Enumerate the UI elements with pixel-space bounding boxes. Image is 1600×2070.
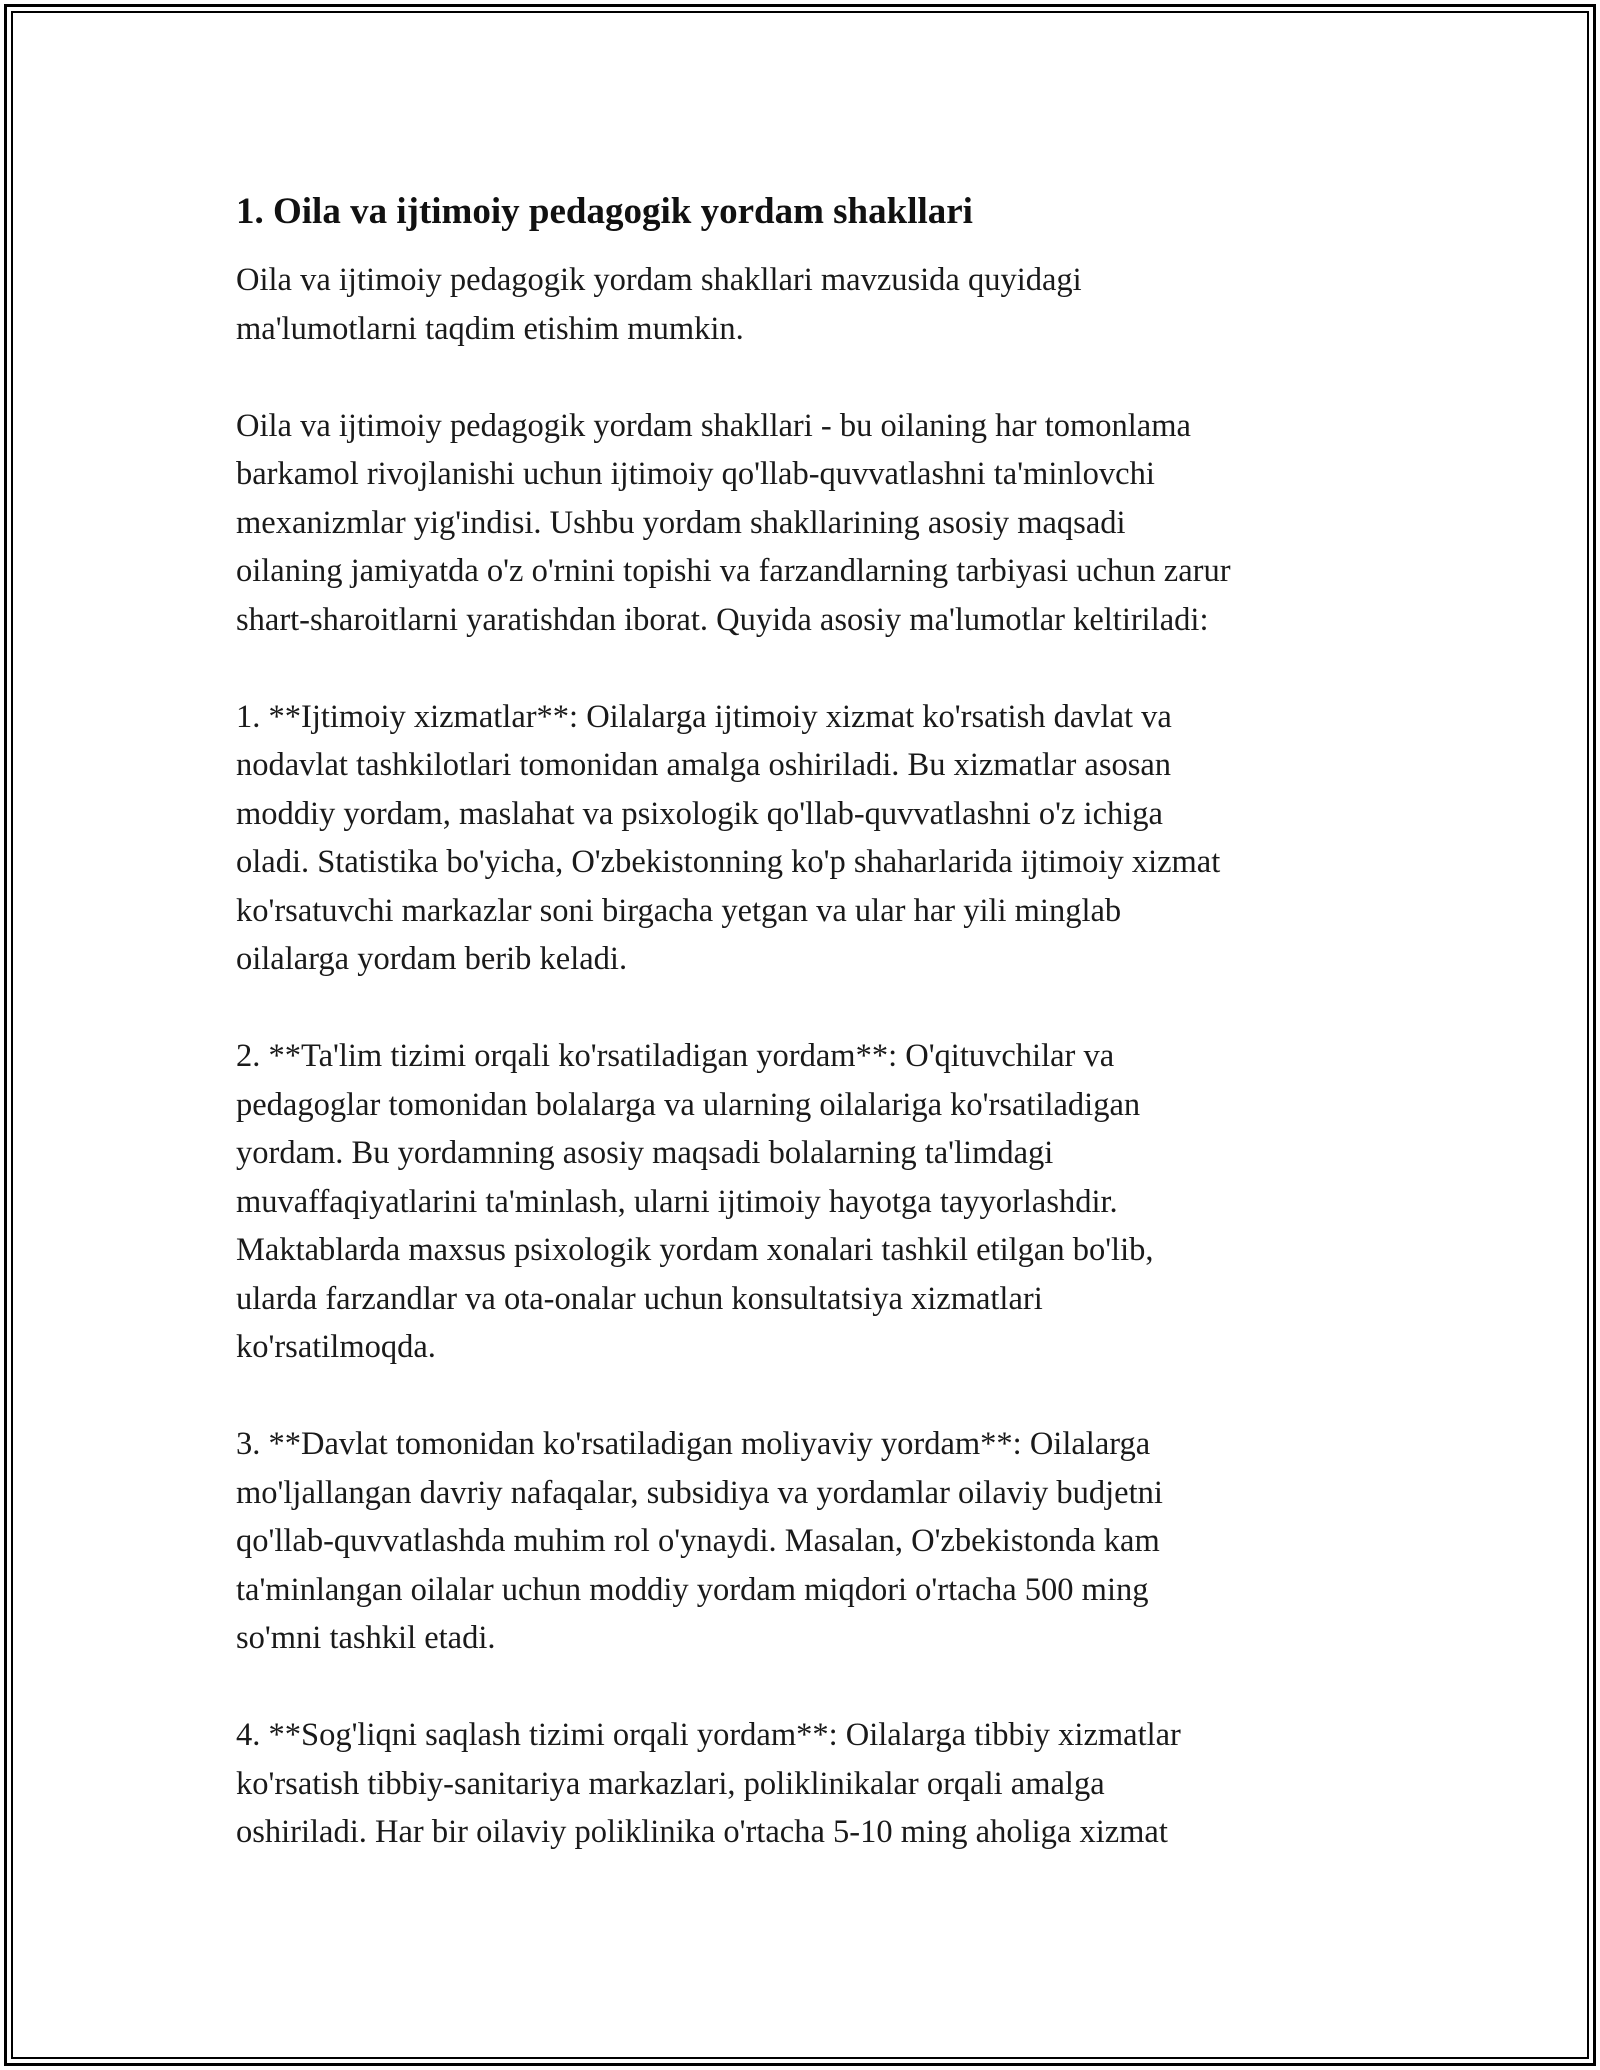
text-line: ma'lumotlarni taqdim etishim mumkin. [236, 310, 744, 347]
text-line: yordam. Bu yordamning asosiy maqsadi bolalarning ta'limdagi [236, 1135, 1054, 1171]
text-line: oilalarga yordam berib keladi. [236, 941, 628, 977]
document-content [236, 188, 1416, 1857]
text-line: ta'minlangan oilalar uchun moddiy yordam miqdori o'rtacha 500 ming [236, 1571, 1149, 1608]
text-line: oshiriladi. Har bir oilaviy poliklinika o'rtacha 5-10 ming aholiga xizmat [236, 1814, 1168, 1850]
paragraph [236, 693, 1416, 984]
text-line: Maktablarda maxsus psixologik yordam xonalari tashkil etilgan bo'lib, [236, 1232, 1154, 1268]
text-line: muvaffaqiyatlarini ta'minlash, ularni ijtimoiy hayotga tayyorlashdir. [236, 1183, 1118, 1220]
paragraph [236, 1420, 1416, 1663]
text-line: pedagoglar tomonidan bolalarga va ularning oilalariga ko'rsatiladigan [236, 1086, 1141, 1123]
text-line: ko'rsatuvchi markazlar soni birgacha yetgan va ular har yili minglab [236, 892, 1122, 929]
text-line: 4. **Sog'liqni saqlash tizimi orqali yordam**: Oilalarga tibbiy xizmatlar [236, 1717, 1181, 1753]
text-line: nodavlat tashkilotlari tomonidan amalga oshiriladi. Bu xizmatlar asosan [236, 747, 1172, 783]
text-line: moddiy yordam, maslahat va psixologik qo'llab-quvvatlashni o'z ichiga [236, 795, 1163, 832]
text-line: 2. **Ta'lim tizimi orqali ko'rsatiladigan yordam**: O'qituvchilar va [236, 1038, 1115, 1074]
text-line: oladi. Statistika bo'yicha, O'zbekistonning ko'p shaharlarida ijtimoiy xizmat [236, 844, 1221, 880]
text-line: barkamol rivojlanishi uchun ijtimoiy qo'llab-quvvatlashni ta'minlovchi [236, 456, 1155, 492]
paragraph [236, 256, 1416, 353]
text-line: mo'ljallangan davriy nafaqalar, subsidiya va yordamlar oilaviy budjetni [236, 1474, 1163, 1511]
document-body [236, 256, 1416, 1857]
text-line: oilaning jamiyatda o'z o'rnini topishi va farzandlarning tarbiyasi uchun zarur [236, 553, 1231, 589]
text-line: mexanizmlar yig'indisi. Ushbu yordam shakllarining asosiy maqsadi [236, 504, 1126, 541]
text-line: qo'llab-quvvatlashda muhim rol o'ynaydi. Masalan, O'zbekistonda kam [236, 1523, 1160, 1559]
document-heading: 1. Oila va ijtimoiy pedagogik yordam shakllari [236, 191, 973, 232]
text-line: 3. **Davlat tomonidan ko'rsatiladigan moliyaviy yordam**: Oilalarga [236, 1426, 1151, 1462]
text-line: Oila va ijtimoiy pedagogik yordam shakllari mavzusida quyidagi [236, 262, 1082, 298]
text-line: ularda farzandlar va ota-onalar uchun konsultatsiya xizmatlari [236, 1280, 1043, 1317]
text-line: 1. **Ijtimoiy xizmatlar**: Oilalarga ijtimoiy xizmat ko'rsatish davlat va [236, 698, 1172, 735]
paragraph [236, 1711, 1416, 1857]
paragraph [236, 1032, 1416, 1372]
text-line: ko'rsatish tibbiy-sanitariya markazlari, poliklinikalar orqali amalga [236, 1765, 1105, 1802]
text-line: so'mni tashkil etadi. [236, 1620, 496, 1656]
text-line: shart-sharoitlarni yaratishdan iborat. Quyida asosiy ma'lumotlar keltiriladi: [236, 601, 1209, 638]
text-line: ko'rsatilmoqda. [236, 1329, 436, 1365]
paragraph [236, 402, 1416, 645]
text-line: Oila va ijtimoiy pedagogik yordam shakllari - bu oilaning har tomonlama [236, 407, 1191, 444]
